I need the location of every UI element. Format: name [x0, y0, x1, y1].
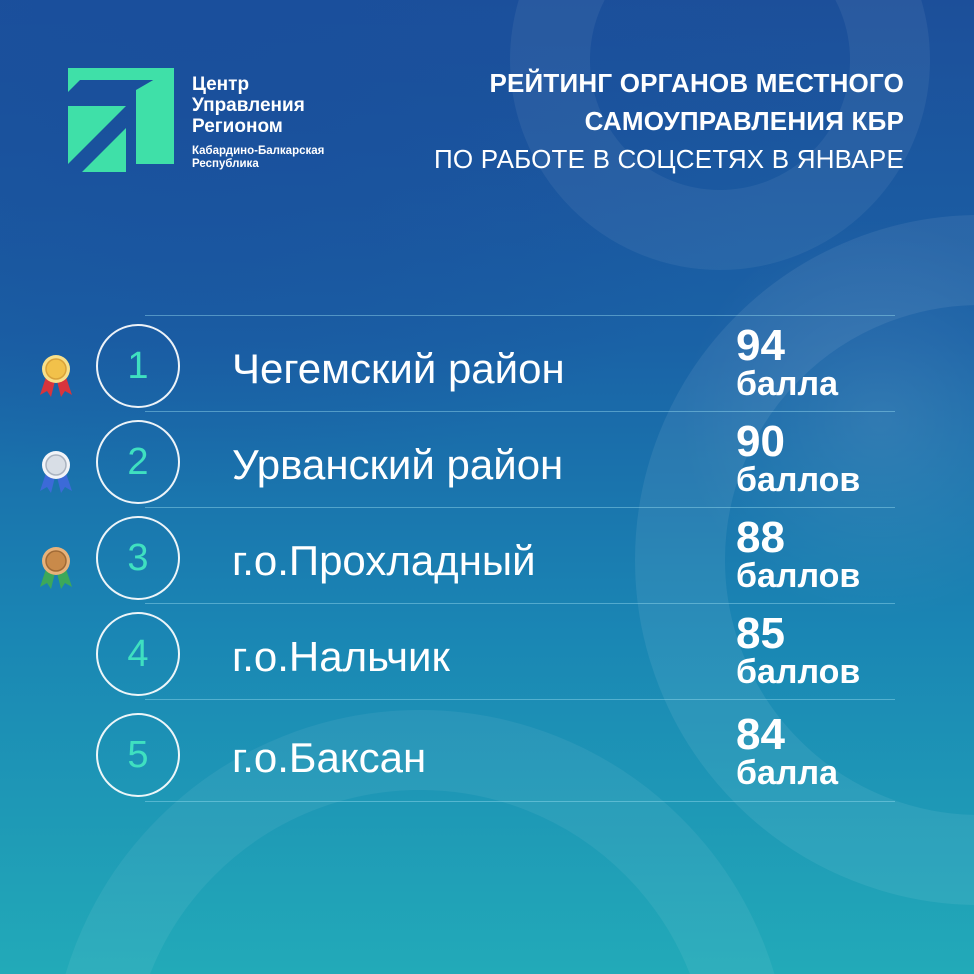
score-block: [736, 513, 861, 595]
gold-medal-icon: [36, 351, 76, 399]
score-unit: баллов: [736, 653, 861, 691]
ranking-row-2: [0, 417, 974, 513]
score-value: 85: [736, 609, 785, 658]
silver-medal-icon: [36, 447, 76, 495]
logo-subtitle-1: Кабардино-Балкарская: [192, 145, 325, 157]
ranking-row-3: [0, 513, 974, 609]
logo-subtitle-2: Республика: [192, 158, 259, 170]
logo-line-3: Регионом: [192, 116, 283, 137]
score-block: [736, 710, 839, 792]
bronze-medal-icon: [36, 543, 76, 591]
title-line-1: РЕЙТИНГ ОРГАНОВ МЕСТНОГО: [489, 68, 904, 98]
organization-logo: [68, 68, 358, 178]
score-block: [736, 609, 861, 691]
ranking-row-1: [0, 321, 974, 417]
score-value: 94: [736, 321, 785, 370]
rank-number-circle: 3: [96, 516, 180, 600]
score-unit: балла: [736, 754, 839, 792]
score-value: 90: [736, 417, 785, 466]
score-unit: баллов: [736, 461, 861, 499]
municipality-name: г.о.Баксан: [232, 734, 427, 781]
municipality-name: Урванский район: [232, 441, 564, 488]
logo-line-2: Управления: [192, 95, 305, 116]
score-value: 84: [736, 710, 785, 759]
ranking-row-5: [0, 710, 974, 806]
title-line-2: САМОУПРАВЛЕНИЯ КБР: [584, 106, 904, 136]
ranking-row-4: [0, 609, 974, 705]
rank-number-circle: 2: [96, 420, 180, 504]
logo-text: [192, 74, 324, 171]
row-divider: [145, 315, 895, 316]
municipality-name: г.о.Нальчик: [232, 633, 450, 680]
rank-number-circle: 4: [96, 612, 180, 696]
score-value: 88: [736, 513, 785, 562]
score-block: [736, 417, 861, 499]
title-line-3: ПО РАБОТЕ В СОЦСЕТЯХ В ЯНВАРЕ: [434, 144, 904, 174]
rank-number-circle: 5: [96, 713, 180, 797]
logo-line-1: Центр: [192, 74, 250, 95]
score-unit: балла: [736, 365, 839, 403]
logo-mark-icon: [68, 68, 174, 174]
municipality-name: Чегемский район: [232, 345, 565, 392]
municipality-name: г.о.Прохладный: [232, 537, 536, 584]
rank-number-circle: 1: [96, 324, 180, 408]
score-unit: баллов: [736, 557, 861, 595]
score-block: [736, 321, 839, 403]
page-title: [384, 64, 904, 178]
